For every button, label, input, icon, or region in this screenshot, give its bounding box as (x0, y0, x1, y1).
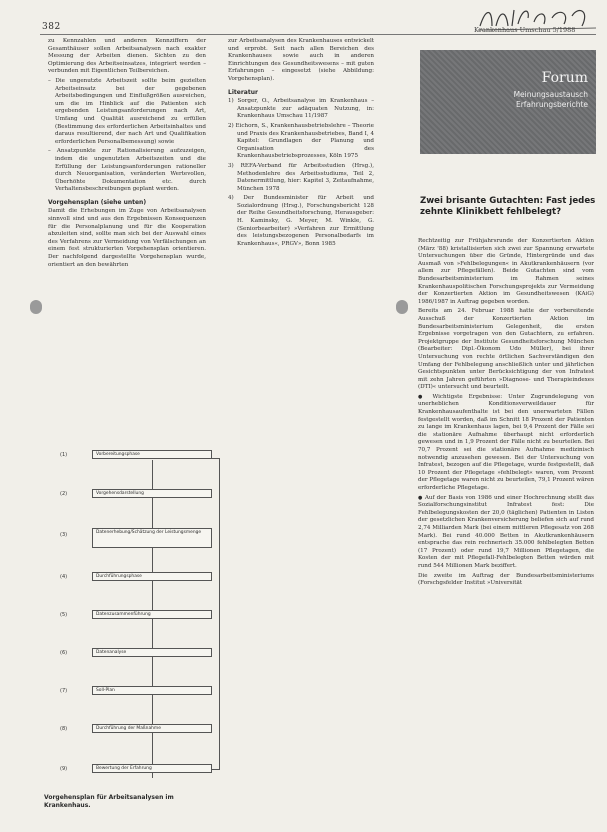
column-1 (48, 38, 206, 271)
flow-step-box: Durchführungsphase (92, 572, 212, 581)
flow-step-number: (6) (60, 650, 68, 656)
reference-item: 4) Der Bundesminister für Arbeit und Sozialordnung (Hrsg.), Forschungsbericht 128 der Reihe Gesundheitsforschung, Herausgeber: H. Kaminsky, G. Meyer, M. Winkle, G. (Seniorbearbeiter) »Verfahren zur Ermittlung des leistungsbezogenen Personalbedarfs im Krankenhaus«, PRGV», Bonn 1985 (228, 195, 374, 247)
forum-subtitle-2: Erfahrungsberichte (515, 100, 588, 109)
flow-step-box: Vorbereitungsphase (92, 450, 212, 459)
bullet-icon: ● (418, 494, 423, 501)
col3-paragraph-4-text: Auf der Basis von 1986 und einer Hochrechnung stellt das Sozialforschungsinstitut Infratest fest: Die Fehlbelegungskosten der 20,0 (täglichen) Patienten in Listen der gesetzlichen Krankenversicherung beliefen sich auf rund 2,74 Milliarden Mark (bei einem mittleren Pflegesatz von 268 Mark). Bei rund 40.000 Betten in Akutkrankenhäusern entsprache das rein rechnerisch 35.000 fehlbelegten Betten (17 Prozent) oder rund 19,7 Millionen Pflegetagen, die Kosten der mit Pflegefall-Fehlbelegten Betten würden mit rund 544 Millionen Mark beziffert. (418, 494, 594, 569)
flow-step-number: (8) (60, 726, 68, 732)
flow-step-number: (3) (60, 532, 68, 538)
column-3 (418, 238, 594, 590)
col3-paragraph-5: Die zweite im Auftrag der Bundesarbeitsministeriums (Forschgsfelder Institut »Universität (418, 572, 594, 587)
col1-section-heading: Vorgehensplan (siehe unten) (48, 198, 147, 206)
flowchart (60, 448, 230, 786)
flow-step-box: Datenerhebung/Schätzung der Leistungsmenge (92, 528, 212, 548)
forum-title: Forum (541, 70, 588, 86)
col2-intro: zur Arbeitsanalysen des Krankenhauses entwickelt und erprobt. Seit nach allen Bereichen des Krankenhauses sowie auch in anderen Einrichtungen des Gesundheitswesens – mit guten Erfahrungen – eingesetzt (siehe Abbildung: Vorgehensplan). (228, 38, 374, 82)
col1-bullet-1: – Die ungenutzte Arbeitszeit sollte beim gezielten Arbeitseinsatz bei der gegebenen Arbeitsbedingungen und Einflußgrößen ausreichen, um die im Hinblick auf die Patienten sich ergebenden Leistungsanforderungen nach Art, Umfang und Qualität ausreichend zu erfüllen (Bestimmung des erforderlichen Arbeitsinhaltes und daraus resultierend, der nach Art und Qualifikation erforderlichen Personalbemessung) sowie (48, 77, 206, 145)
literature-heading: Literatur (228, 88, 258, 96)
header-rule (40, 34, 596, 35)
article-headline: Zwei brisante Gutachten: Fast jedes zehnte Klinikbett fehlbelegt? (420, 196, 596, 217)
flow-step-number: (2) (60, 491, 68, 497)
reference-item: 2) Eichorn, S., Krankenhausbetriebslehre – Theorie und Praxis des Krankenhausbetriebes, Band I, 4 Kapitel: Grundlagen der Planung und Organisation des Krankenhausbetriebsprozesses, Köln 1975 (228, 122, 374, 160)
flow-feedback-bottom (212, 769, 220, 770)
flow-step-box: Vorgehensdarstellung (92, 489, 212, 498)
journal-name: Krankenhaus Umschau 5/1988 (474, 26, 576, 34)
flow-step-box: Datenanalyse (92, 648, 212, 657)
col1-body: Damit die Erhebungen im Zuge von Arbeitsanalysen sinnvoll sind und aus den Ergebnissen Konsequenzen für die Personalplanung und für die Kooperation abzuleiten sind, sollte man sich bei der Auswahl eines des Verfahrens zur Vermeidung von Verfälschungen an einem fest strukturierten Vorgehensplan orientieren. Der nachfolgend dargestellte Vorgehensplan wurde, orientiert an den bewährten (48, 208, 206, 268)
forum-subtitle-1: Meinungsaustausch (513, 90, 588, 99)
flow-step-box: Datenzusammenführung (92, 610, 212, 619)
col3-paragraph-2: Bereits am 24. Februar 1988 hatte der vorbereitende Ausschuß der Konzertierten Aktion im Bundesarbeitsministerium Gelegenheit, die ersten Ergebnisse vorgetragen von den Gutachtern, zu erfahren. Projektgruppe der Institute Gesundheitsforschung München (Bearbeiter: Dipl.-Ökonom Udo Müller), bei ihrer Untersuchung von rechte örtlichen Sachverständigen den Umfang der Fehlbelegung anschließlich unter und jährlichen Gesichtspunkten unter Berücksichtigung der von Infratest mit zehn Jahren geführten »Diagnose- und Therapieindexes (DTI)« untersucht und beurteilt. (418, 308, 594, 391)
flow-step-number: (4) (60, 574, 68, 580)
forum-banner (420, 50, 596, 154)
flow-step-box: Durchführung der Maßnahme (92, 724, 212, 733)
col3-paragraph-3-text: Wichtigste Ergebnisse: Unter Zugrundelegung von unerheblichen Konditionsverweildauer für Krankenhausaufenthalte ist bei den unerwarteten Fällen festgestellt worden, daß im Schnitt 18 Prozent der Patienten zu lange im Krankenhaus lagen, bei 9,4 Prozent der Fälle sei die stationäre Aufnahme überhaupt nicht erforderlich gewesen und in 1,9 Prozent der Fälle nicht zu beurteilen. Bei 70,7 Prozent sei die stationäre Aufnahme medizinisch notwendig anzusehen gewesen. Bei der Untersuchung von Infratest, bezogen auf die Pflegetage, wurde festgestellt, daß 10 Prozent der Pflegetage »fehlbelegt« waren, vom Prozent der Pflegetage waren nicht zu beurteilen, 79,1 Prozent wären erforderliche Pflegetage. (418, 393, 594, 491)
col3-paragraph-4 (418, 495, 594, 571)
reference-item: 1) Sorger, O., Arbeitsanalyse im Krankenhaus – Ansatzpunkte zur adäquaten Nutzung, in: Krankenhaus Umschau 11/1987 (228, 98, 374, 120)
col3-paragraph-1: Rechtzeitig zur Frühjahrsrunde der Konzertierten Aktion (März '88) kristallisierten sich zwei zur Spannung erwartete Untersuchungen über die Gründe, Hintergründe und das Ausmaß von »Fehlbelegungen« in Akutkrankenhäusern (vor allem zur Pflegefällen). Beide Gutachten sind vom Bundesarbeitsministerium im Rahmen seines Krankenhauspolitischen Forschungsprojekts zur Vermeidung der Konzertierten Aktion im Gesundheitswesen (KAiG) 1986/1987 in Auftrag gegeben worden. (418, 238, 594, 305)
flow-step-box: Bewertung der Erfahrung (92, 764, 212, 773)
punch-hole-icon (396, 300, 408, 314)
page-number: 382 (42, 22, 61, 32)
col1-bullet-2: – Ansatzpunkte zur Rationalisierung aufzuzeigen, indem die ungenutzten Arbeitszeiten und die Erfüllung der Leistungsanforderungen rationeller durch Neuorganisation, veränderten Wertevollen, Überhöhte Dokumentation etc. durch Verhaltensbeschreibungen geplant werden. (48, 148, 206, 193)
flow-step-number: (1) (60, 452, 68, 458)
flow-step-box: Soll-Plan (92, 686, 212, 695)
flow-step-number: (9) (60, 766, 68, 772)
flow-feedback-line (219, 458, 220, 770)
flow-step-number: (5) (60, 612, 68, 618)
punch-hole-icon (30, 300, 42, 314)
col1-intro: zu Kennzahlen und anderen Kennziffern der Gesamthäuser sollen Arbeitsanalysen nach exakter Messung der Arbeiten dienen. Sichten zu den Optimierung des Arbeitseinsatzes, integriert werden – verbunden mit Eigentlichen Teilbereichen. (48, 38, 206, 75)
bullet-icon: ● (418, 393, 427, 400)
reference-item: 3) REFA-Verband für Arbeitsstudien (Hrsg.), Methodenlehre des Arbeitsstudiums, Teil 2, Datenermittlung, hier: Kapitel 3, Zeitaufnahme, München 1978 (228, 162, 374, 192)
flow-step-number: (7) (60, 688, 68, 694)
col3-paragraph-3 (418, 394, 594, 493)
column-2 (228, 38, 374, 250)
flowchart-caption: Vorgehensplan für Arbeitsanalysen im Krankenhaus. (44, 794, 174, 809)
